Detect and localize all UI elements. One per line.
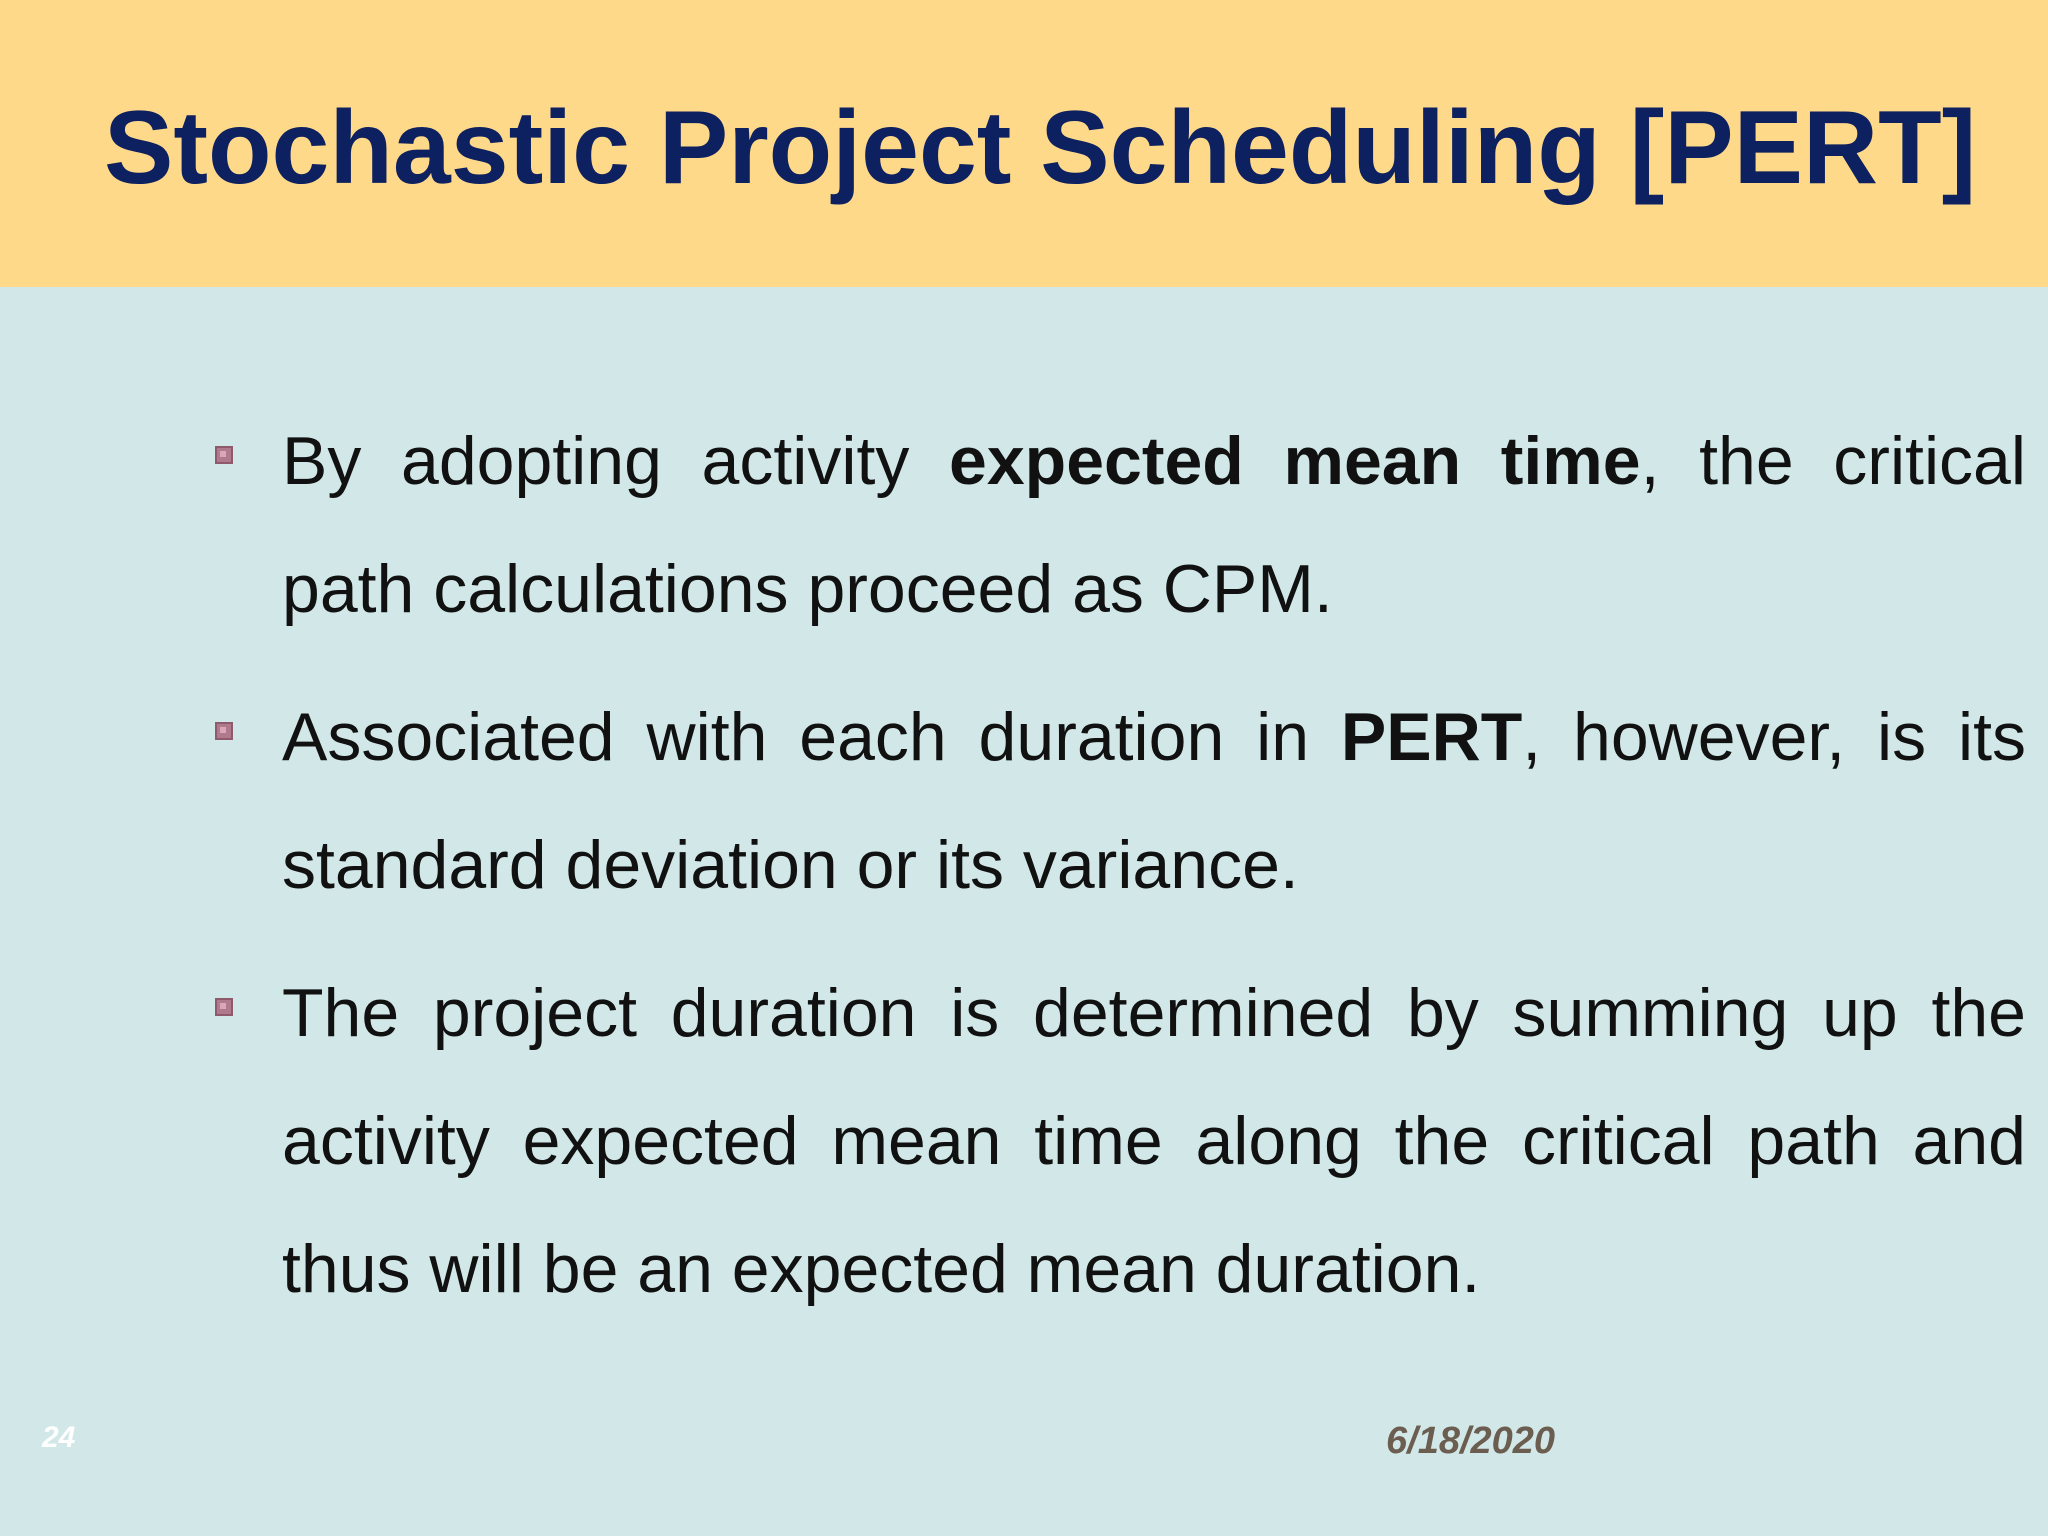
bullet-square-icon [215, 998, 233, 1016]
bullet-square-icon [215, 722, 233, 740]
bullet-text-3: The project duration is determined by summing up the activity expected mean time along the critical path and thus will be an expected mean duration. [282, 975, 2026, 1307]
bullet-text-2: Associated with each duration in PERT, however, is its standard deviation or its variance. [282, 699, 2026, 903]
bullet-text-1: By adopting activity expected mean time, the critical path calculations proceed as CPM. [282, 423, 2026, 627]
slide-title: Stochastic Project Scheduling [PERT] [104, 90, 1977, 206]
slide-date: 6/18/2020 [1386, 1420, 1556, 1462]
title-band [0, 0, 2048, 287]
slide-number: 24 [42, 1421, 76, 1454]
bullet-square-icon [215, 446, 233, 464]
slide-content [0, 287, 2048, 1536]
